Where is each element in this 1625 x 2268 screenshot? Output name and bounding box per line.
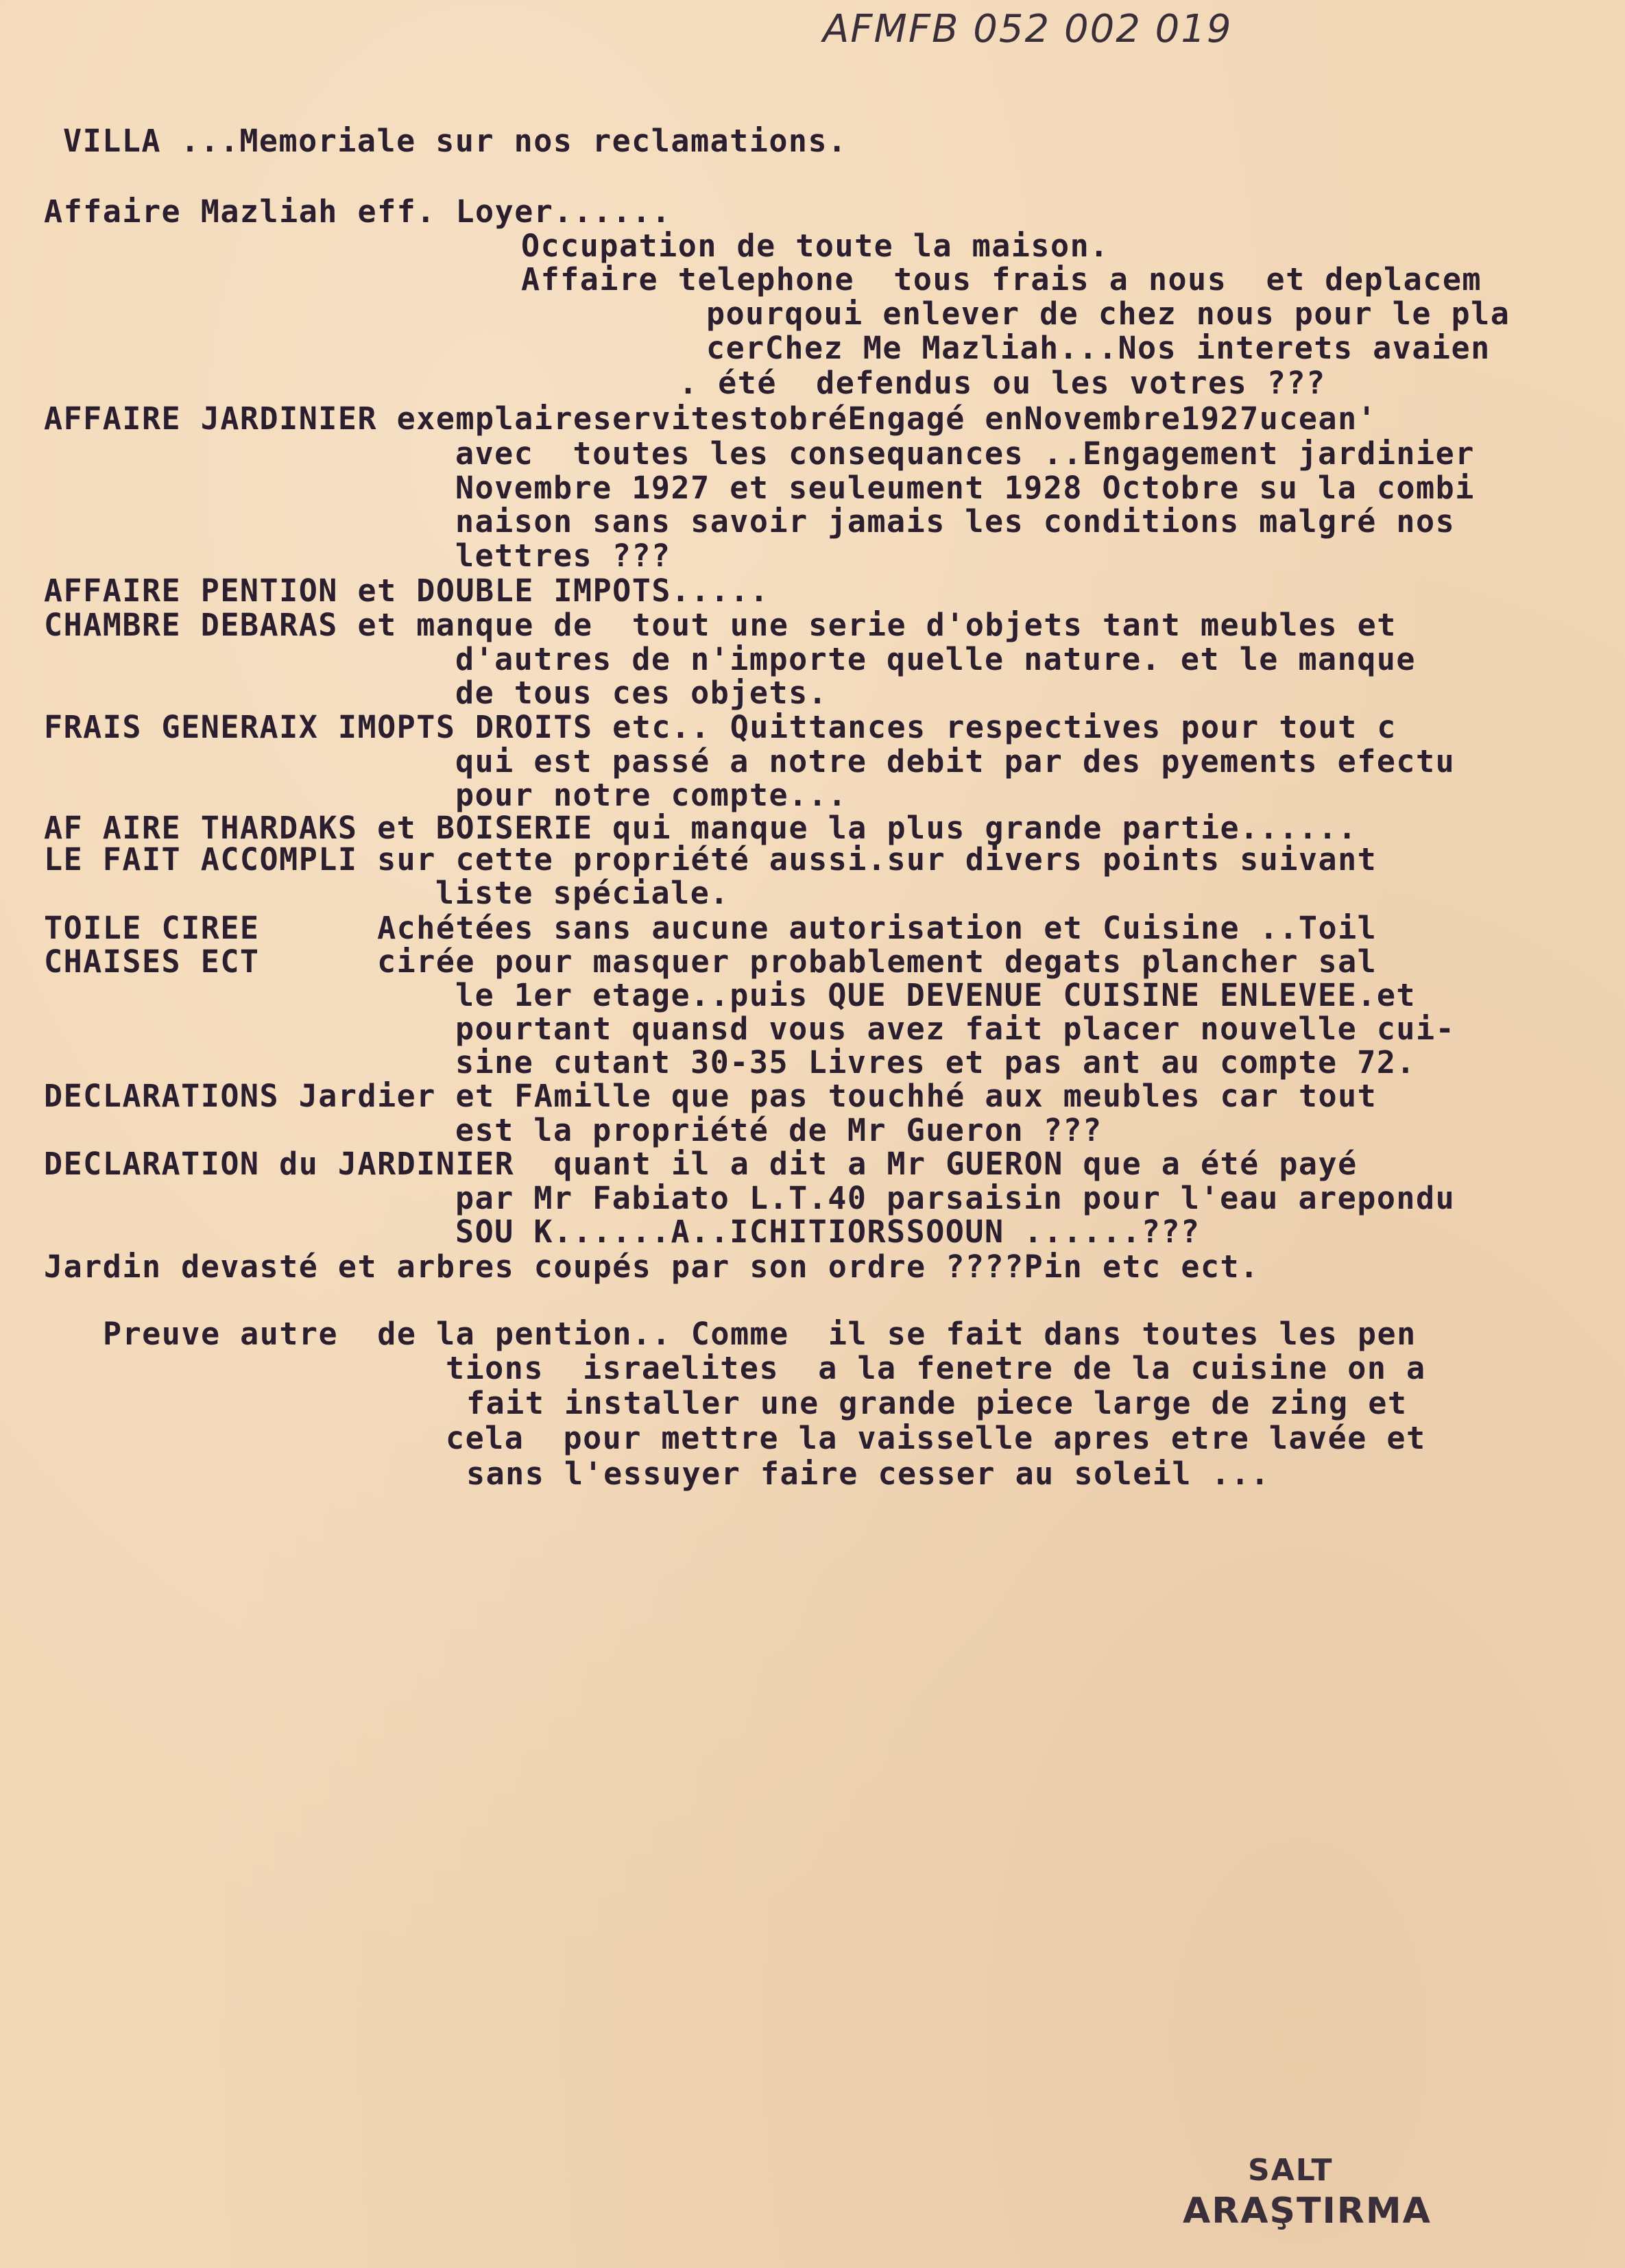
archive-reference: AFMFB 052 002 019 bbox=[823, 7, 1233, 51]
text-line: qui est passé a notre debit par des pyements efectu bbox=[455, 744, 1456, 780]
text-line: CHAMBRE DEBARAS et manque de tout une serie d'objets tant meubles et bbox=[44, 607, 1397, 643]
text-line: AFFAIRE PENTION et DOUBLE IMPOTS..... bbox=[44, 573, 769, 609]
text-line: cerChez Me Mazliah...Nos interets avaien bbox=[706, 330, 1491, 366]
text-line: le 1er etage..puis QUE DEVENUE CUISINE ENLEVEE.et bbox=[455, 978, 1417, 1013]
text-line: de tous ces objets. bbox=[455, 675, 828, 711]
text-line: Occupation de toute la maison. bbox=[521, 228, 1109, 264]
text-line: Jardin devasté et arbres coupés par son ordre ????Pin etc ect. bbox=[44, 1249, 1260, 1285]
text-line: pour notre compte... bbox=[455, 777, 847, 813]
archive-stamp-line2: ARAŞTIRMA bbox=[1183, 2191, 1432, 2232]
text-line: cela pour mettre la vaisselle apres etre lavée et bbox=[446, 1421, 1426, 1456]
text-line: liste spéciale. bbox=[435, 876, 730, 911]
text-line: avec toutes les consequances ..Engagement jardinier bbox=[455, 436, 1475, 472]
text-line: Affaire Mazliah eff. Loyer...... bbox=[44, 194, 671, 230]
text-line: LE FAIT ACCOMPLI sur cette propriété aussi.sur divers points suivant bbox=[44, 842, 1377, 878]
text-line: sine cutant 30-35 Livres et pas ant au compte 72. bbox=[455, 1045, 1417, 1081]
text-line: fait installer une grande piece large de zing et bbox=[466, 1386, 1408, 1421]
text-line: Affaire telephone tous frais a nous et deplacem bbox=[521, 262, 1482, 298]
archive-stamp-line1: SALT bbox=[1248, 2153, 1334, 2188]
text-line: AFFAIRE JARDINIER exemplaireservitestobréEngagé enNovembre1927ucean' bbox=[44, 401, 1377, 437]
text-line: sans l'essuyer faire cesser au soleil ... bbox=[466, 1456, 1271, 1492]
text-line: est la propriété de Mr Gueron ??? bbox=[455, 1113, 1103, 1148]
text-line: d'autres de n'importe quelle nature. et le manque bbox=[455, 642, 1417, 677]
text-line: naison sans savoir jamais les conditions malgré nos bbox=[455, 504, 1456, 540]
text-line: par Mr Fabiato L.T.40 parsaisin pour l'eau arepondu bbox=[455, 1181, 1456, 1216]
text-line: lettres ??? bbox=[455, 538, 671, 574]
text-line: FRAIS GENERAIX IMOPTS DROITS etc.. Quittances respectives pour tout c bbox=[44, 710, 1397, 745]
text-line: . été defendus ou les votres ??? bbox=[679, 365, 1326, 401]
text-line: tions israelites a la fenetre de la cuisine on a bbox=[446, 1351, 1426, 1386]
text-line: pourqoui enlever de chez nous pour le pla bbox=[706, 296, 1510, 332]
text-line: AF AIRE THARDAKS et BOISERIE qui manque la plus grande partie...... bbox=[44, 810, 1358, 846]
text-line: pourtant quansd vous avez fait placer nouvelle cui- bbox=[455, 1011, 1456, 1047]
doc-title: VILLA ...Memoriale sur nos reclamations. bbox=[63, 123, 847, 159]
text-line: Preuve autre de la pention.. Comme il se fait dans toutes les pen bbox=[103, 1316, 1417, 1352]
text-line: TOILE CIREE Achétées sans aucune autorisation et Cuisine ..Toil bbox=[44, 910, 1377, 946]
text-line: CHAISES ECT cirée pour masquer probablement degats plancher sal bbox=[44, 944, 1377, 980]
text-line: SOU K......A..ICHITIORSSOOUN ......??? bbox=[455, 1214, 1201, 1250]
text-line: DECLARATION du JARDINIER quant il a dit a Mr GUERON que a été payé bbox=[44, 1146, 1358, 1182]
text-line: DECLARATIONS Jardier et FAmille que pas touchhé aux meubles car tout bbox=[44, 1078, 1377, 1114]
text-line: Novembre 1927 et seuleument 1928 Octobre su la combi bbox=[455, 470, 1475, 506]
